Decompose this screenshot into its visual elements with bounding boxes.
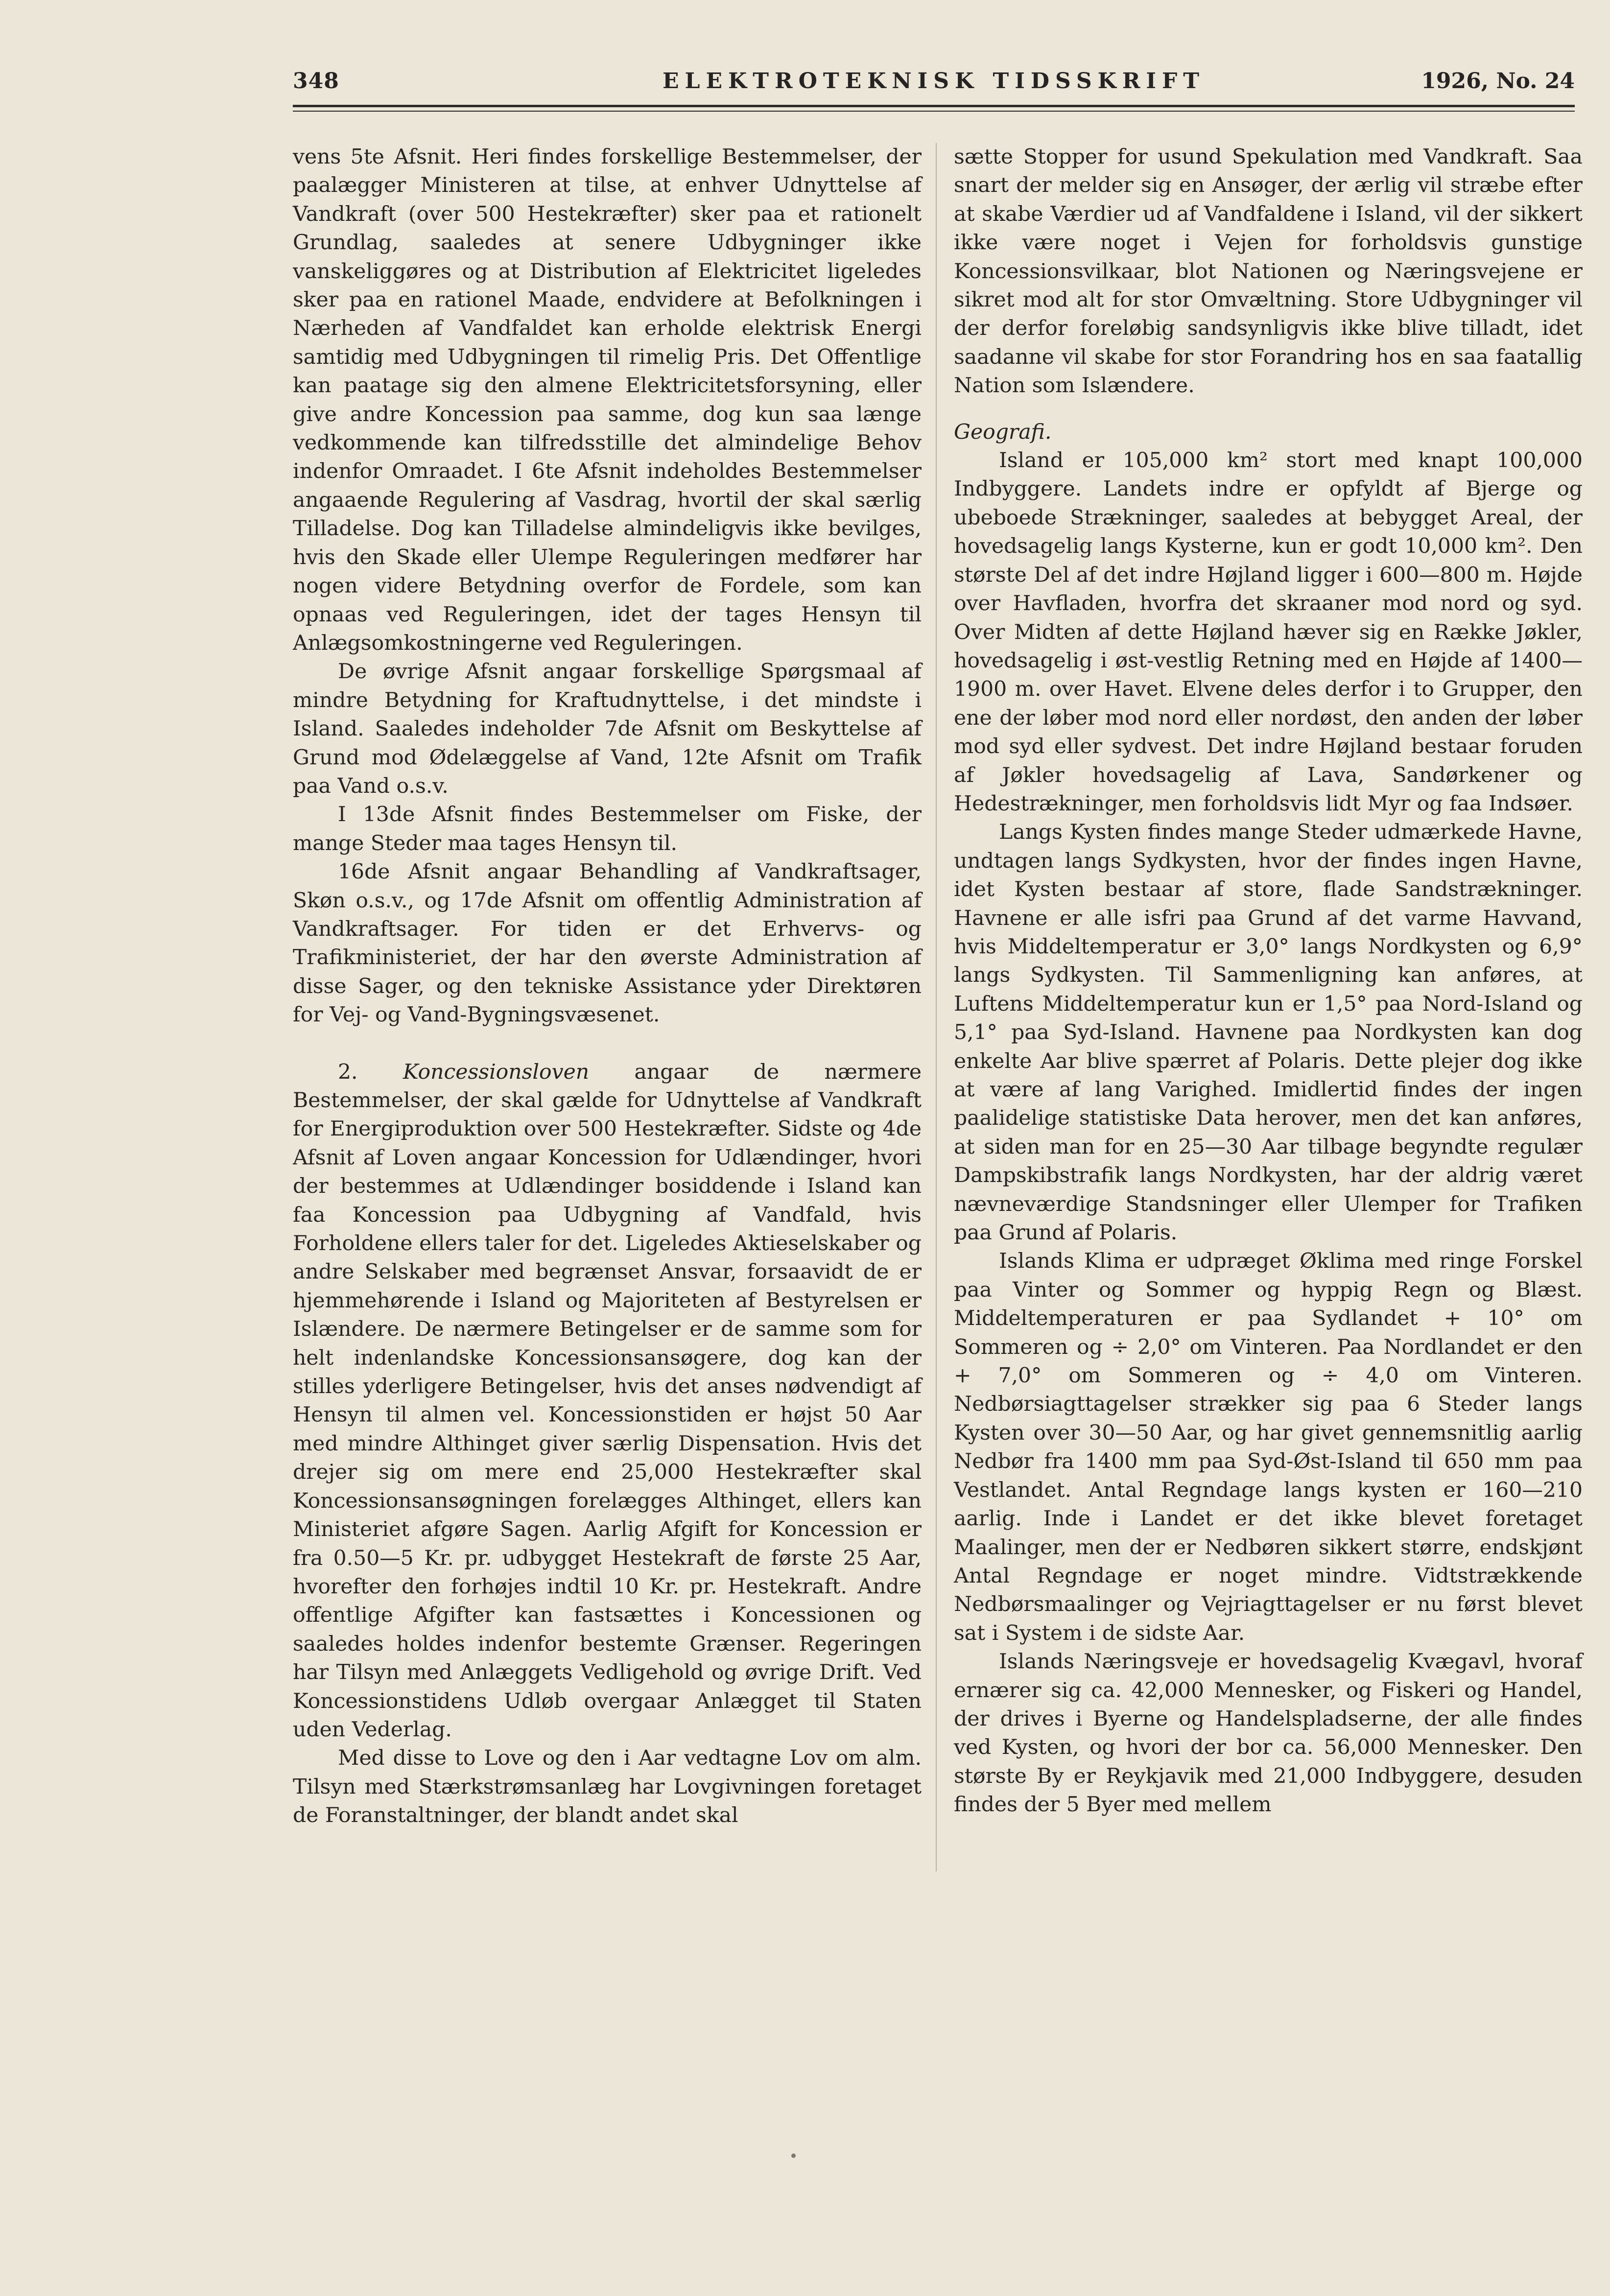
- paragraph: Islands Klima er udpræget Øklima med ringe Forskel paa Vinter og Sommer og hyppig Regn og Blæst. Middeltemperaturen er paa Sydlandet + 10° om Sommeren og ÷ 2,0° om Vinteren. Paa Nordlandet er den + 7,0° om Sommeren og ÷ 4,0 om Vinteren. Nedbørsiagttagelser strækker sig paa 6 Steder langs Kysten over 30—50 Aar, og har givet gennemsnitlig aarlig Nedbør fra 1400 mm paa Syd-Øst-Island til 650 mm paa Vestlandet. Antal Regndage langs kysten er 160—210 aarlig. Inde i Landet er det ikke blevet foretaget Maalinger, men der er Nedbøren sikkert større, endskjønt Antal Regndage er noget mindre. Vidtstrækkende Nedbørsmaalinger og Vejriagttagelser er nu først blevet sat i System i de sidste Aar.: [954, 1249, 1583, 1645]
- paragraph-text: angaar de nærmere Bestemmelser, der skal gælde for Udnyttelse af Vandkraft for Energiproduktion over 500 Hestekræfter. Sidste og 4de Afsnit af Loven angaar Koncession for Udlændinger, hvori der bestemmes at Udlændinger bosiddende i Island kan faa Koncession paa Udbygning af Vandfald, hvis Forholdene ellers taler for det. Ligeledes Aktieselskaber og andre Selskaber med begrænset Ansvar, forsaavidt de er hjemmehørende i Island og Majoriteten af Bestyrelsen er Islændere. De nærmere Betingelser er de samme som for helt indenlandske Koncessionsansøgere, dog kan der stilles yderligere Betingelser, hvis det anses nødvendigt af Hensyn til almen vel. Koncessionstiden er højst 50 Aar med mindre Althinget giver særlig Dispensation. Hvis det drejer sig om mere end 25,000 Hestekræfter skal Koncessionsansøgningen forelægges Althinget, ellers kan Ministeriet afgøre Sagen. Aarlig Afgift for Koncession er fra 0.50—5 Kr. pr. udbygget Hestekraft de første 25 Aar, hvorefter den forhøjes indtil 10 Kr. pr. Hestekraft. Andre offentlige Afgifter kan fastsættes i Koncessionen og saaledes holdes indenfor bestemte Grænser. Regeringen har Tilsyn med Anlæggets Vedligehold og øvrige Drift. Ved Koncessionstidens Udløb overgaar Anlægget til Staten uden Vederlag.: [293, 1060, 922, 1742]
- page-header: [293, 69, 1575, 98]
- paragraph: Islands Næringsveje er hovedsagelig Kvægavl, hvoraf ernærer sig ca. 42,000 Mennesker, og Fiskeri og Handel, der drives i Byerne og Handelspladserne, der alle findes ved Kysten, og hvori der bor ca. 56,000 Mennesker. Den største By er Reykjavik med 21,000 Indbyggere, desuden findes der 5 Byer med mellem: [954, 1650, 1583, 1817]
- journal-title: ELEKTROTEKNISK TIDSSKRIFT: [663, 69, 1205, 94]
- right-column: [954, 143, 1583, 1820]
- header-rule: [293, 105, 1575, 107]
- section-heading-geografi: Geografi.: [954, 420, 1052, 444]
- paragraph: De øvrige Afsnit angaar forskellige Spørgsmaal af mindre Betydning for Kraftudnyttelse, i det mindste i Island. Saaledes indeholder 7de Afsnit om Beskyttelse af Grund mod Ødelæggelse af Vand, 12te Afsnit om Trafik paa Vand o.s.v.: [293, 660, 922, 798]
- header-rule-thin: [293, 111, 1575, 112]
- paragraph: I 13de Afsnit findes Bestemmelser om Fiske, der mange Steder maa tages Hensyn til.: [293, 803, 922, 855]
- paragraph: Med disse to Love og den i Aar vedtagne Lov om alm. Tilsyn med Stærkstrømsanlæg har Lovgivningen foretaget de Foranstaltninger, der blandt andet skal: [293, 1746, 922, 1828]
- paragraph: sætte Stopper for usund Spekulation med Vandkraft. Saa snart der melder sig en Ansøger, der ærlig vil stræbe efter at skabe Værdier ud af Vandfaldene i Island, vil der sikkert ikke være noget i Vejen for forholdsvis gunstige Koncessionsvilkaar, blot Nationen og Næringsvejene er sikret mod alt for stor Omvæltning. Store Udbygninger vil der derfor foreløbig sandsynligvis ikke blive tilladt, idet saadanne vil skabe for stor Forandring hos en saa faatallig Nation som Islændere.: [954, 145, 1583, 398]
- term-koncessionsloven: Koncessionsloven: [402, 1060, 590, 1084]
- column-divider: [936, 143, 937, 1871]
- page-number: 348: [293, 69, 339, 94]
- paragraph: Langs Kysten findes mange Steder udmærkede Havne, undtagen langs Sydkysten, hvor der findes ingen Havne, idet Kysten bestaar af store, flade Sandstrækninger. Havnene er alle isfri paa Grund af det varme Havvand, hvis Middeltemperatur er 3,0° langs Nordkysten og 6,9° langs Sydkysten. Til Sammenligning kan anføres, at Luftens Middeltemperatur kun er 1,5° paa Nord-Island og 5,1° paa Syd-Island. Havnene paa Nordkysten kan dog enkelte Aar blive spærret af Polaris. Dette plejer dog ikke at være af lang Varighed. Imidlertid findes der ingen paalidelige statistiske Data herover, men det kan anføres, at siden man for en 25—30 Aar tilbage begyndte regulær Dampskibstrafik langs Nordkysten, har der aldrig været nævneværdige Standsninger eller Ulemper for Trafiken paa Grund af Polaris.: [954, 820, 1583, 1245]
- left-column: [293, 143, 922, 1830]
- paragraph: Island er 105,000 km² stort med knapt 100,000 Indbyggere. Landets indre er opfyldt af Bjerge og ubeboede Strækninger, saaledes at bebygget Areal, der hovedsagelig langs Kysterne, kun er godt 10,000 km². Den største Del af det indre Højland ligger i 600—800 m. Højde over Havfladen, hvorfra det skraaner mod nord og syd. Over Midten af dette Højland hæver sig en Række Jøkler, hovedsagelig i øst-vestlig Retning med en Højde af 1400—1900 m. over Havet. Elvene deles derfor i to Grupper, den ene der løber mod nord eller nordøst, den anden der løber mod syd eller sydvest. Det indre Højland bestaar foruden af Jøkler hovedsagelig af Lava, Sandørkener og Hedestrækninger, men forholdsvis lidt Myr og faa Indsøer.: [954, 449, 1583, 816]
- paragraph-koncessionsloven: [293, 1058, 922, 1745]
- paragraph: 16de Afsnit angaar Behandling af Vandkraftsager, Skøn o.s.v., og 17de Afsnit om offentlig Administration af Vandkraftsager. For tiden er det Erhvervs- og Trafikministeriet, der har den øverste Administration af disse Sager, og den tekniske Assistance yder Direktøren for Vej- og Vand-Bygningsvæsenet.: [293, 860, 922, 1027]
- paragraph-gap: [954, 401, 1583, 418]
- section-number: 2.: [338, 1060, 358, 1084]
- print-speck: [791, 2154, 796, 2158]
- paragraph-gap: [293, 1030, 922, 1058]
- issue-label: 1926, No. 24: [1421, 69, 1575, 94]
- paragraph: vens 5te Afsnit. Heri findes forskellige Bestemmelser, der paalægger Ministeren at tilse, at enhver Udnyttelse af Vandkraft (over 500 Hestekræfter) sker paa et rationelt Grundlag, saaledes at senere Udbygninger ikke vanskeliggøres og at Distribution af Elektricitet ligeledes sker paa en rationel Maade, endvidere at Befolkningen i Nærheden af Vandfaldet kan erholde elektrisk Energi samtidig med Udbygningen til rimelig Pris. Det Offentlige kan paatage sig den almene Elektricitetsforsyning, eller give andre Koncession paa samme, dog kun saa længe vedkommende kan tilfredsstille det almindelige Behov indenfor Omraadet. I 6te Afsnit indeholdes Bestemmelser angaaende Regulering af Vasdrag, hvortil der skal særlig Tilladelse. Dog kan Tilladelse almindeligvis ikke bevilges, hvis den Skade eller Ulempe Reguleringen medfører har nogen videre Betydning overfor de Fordele, som kan opnaas ved Reguleringen, idet der tages Hensyn til Anlægsomkostningerne ved Reguleringen.: [293, 145, 922, 655]
